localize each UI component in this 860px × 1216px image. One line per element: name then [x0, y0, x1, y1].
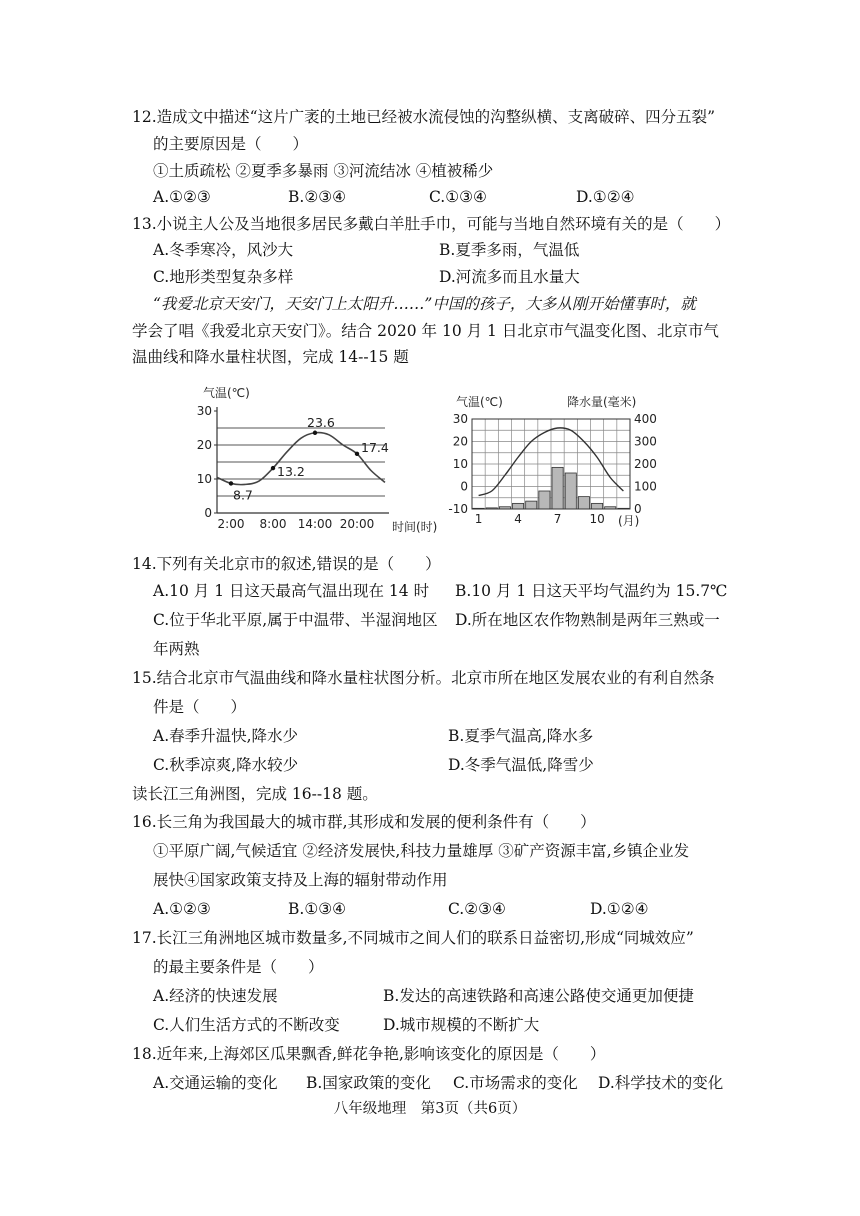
q15-option-c[interactable]: C.秋季凉爽,降水较少 [153, 756, 299, 774]
x-tick-label: 20:00 [339, 517, 375, 531]
q15-option-d[interactable]: D.冬季气温低,降雪少 [448, 756, 594, 774]
q16-option-c[interactable]: C.②③④ [448, 900, 506, 918]
q15-option-b[interactable]: B.夏季气温高,降水多 [448, 727, 594, 745]
q18-option-c[interactable]: C.市场需求的变化 [453, 1074, 578, 1092]
temperature-point [355, 452, 359, 456]
precipitation-bar [578, 497, 589, 509]
month-tick-label: 10 [589, 512, 605, 526]
y-tick-label: 20 [196, 438, 212, 452]
q12-items: ①土质疏松 ②夏季多暴雨 ③河流结冰 ④植被稀少 [153, 162, 494, 180]
q12-stem-line2: 的主要原因是（ ） [153, 135, 309, 153]
temperature-point-label: 13.2 [277, 464, 305, 480]
precipitation-bar [526, 501, 537, 509]
temperature-point [271, 466, 275, 470]
q16-option-a[interactable]: A.①②③ [153, 900, 211, 918]
q14-option-d-cont: 年两熟 [153, 640, 200, 658]
q15-stem-line2: 件是（ ） [153, 698, 247, 716]
beijing-daily-temperature-chart [195, 383, 440, 538]
precipitation-tick-label: 400 [634, 412, 657, 426]
q14-option-c[interactable]: C.位于华北平原,属于中温带、半湿润地区 [153, 611, 438, 629]
q17-option-b[interactable]: B.发达的高速铁路和高速公路使交通更加便捷 [383, 987, 694, 1005]
x-tick-label: 14:00 [297, 517, 333, 531]
y-tick-label: 10 [196, 472, 212, 486]
q13-option-b[interactable]: B.夏季多雨，气温低 [439, 241, 580, 259]
q17-option-c[interactable]: C.人们生活方式的不断改变 [153, 1016, 340, 1034]
chart1-ylabel: 气温(℃) [203, 386, 250, 400]
chart1-xlabel: 时间(时) [392, 520, 438, 534]
q15-stem-line1: 15.结合北京市气温曲线和降水量柱状图分析。北京市所在地区发展农业的有利自然条 [132, 669, 715, 687]
q12-option-a[interactable]: A.①②③ [153, 188, 211, 206]
temperature-tick-label: -10 [448, 502, 468, 516]
q18-option-a[interactable]: A.交通运输的变化 [153, 1074, 278, 1092]
beijing-climate-chart [442, 393, 682, 533]
q12-option-b[interactable]: B.②③④ [288, 188, 347, 206]
temperature-point [313, 431, 317, 435]
temperature-tick-label: 20 [452, 434, 468, 449]
temperature-point-label: 8.7 [233, 487, 253, 503]
chart2-xlabel: (月) [618, 514, 640, 528]
chart2-left-title: 气温(℃) [456, 395, 503, 409]
temperature-tick-label: 30 [452, 412, 468, 426]
q13-option-a[interactable]: A.冬季寒冷，风沙大 [153, 241, 294, 259]
q17-stem-line2: 的最主要条件是（ ） [153, 958, 324, 976]
passage-line2: 学会了唱《我爱北京天安门》。结合 2020 年 10 月 1 日北京市气温变化图、北京市气 [132, 322, 719, 340]
q15-option-a[interactable]: A.春季升温快,降水少 [153, 727, 299, 745]
q16-items-line1: ①平原广阔,气候适宜 ②经济发展快,科技力量雄厚 ③矿产资源丰富,乡镇企业发 [153, 842, 690, 860]
precipitation-tick-label: 200 [634, 457, 657, 471]
q13-stem: 13.小说主人公及当地很多居民多戴白羊肚手巾，可能与当地自然环境有关的是（ ） [132, 215, 731, 233]
q14-option-a[interactable]: A.10 月 1 日这天最高气温出现在 14 时 [153, 582, 430, 600]
q18-option-b[interactable]: B.国家政策的变化 [306, 1074, 431, 1092]
precipitation-bar [513, 503, 524, 509]
month-tick-label: 4 [514, 512, 522, 526]
q17-stem-line1: 17.长江三角洲地区城市数量多,不同城市之间人们的联系日益密切,形成“同城效应” [132, 929, 694, 947]
q18-stem: 18.近年来,上海郊区瓜果飘香,鲜花争艳,影响该变化的原因是（ ） [132, 1045, 606, 1063]
q12-option-d[interactable]: D.①②④ [576, 188, 635, 206]
q17-option-d[interactable]: D.城市规模的不断扩大 [383, 1016, 540, 1034]
temperature-point [229, 481, 233, 485]
q16-items-line2: 展快④国家政策支持及上海的辐射带动作用 [153, 871, 448, 889]
q14-option-b[interactable]: B.10 月 1 日这天平均气温约为 15.7℃ [455, 582, 728, 600]
passage-line1: “我爱北京天安门，天安门上太阳升……”中国的孩子，大多从刚开始懂事时，就 [153, 295, 696, 313]
page-footer: 八年级地理 第3页（共6页） [333, 1101, 527, 1117]
temperature-tick-label: 10 [452, 457, 468, 471]
temperature-tick-label: 0 [460, 479, 468, 494]
month-tick-label: 1 [474, 512, 483, 526]
precipitation-tick-label: 300 [634, 434, 657, 449]
y-tick-label: 0 [204, 506, 212, 520]
precipitation-bar [539, 491, 550, 509]
precipitation-bar [552, 467, 563, 509]
month-tick-label: 7 [553, 512, 562, 526]
x-tick-label: 2:00 [217, 517, 245, 531]
q13-option-c[interactable]: C.地形类型复杂多样 [153, 268, 294, 286]
q12-stem-line1: 12.造成文中描述“这片广袤的土地已经被水流侵蚀的沟整纵横、支离破碎、四分五裂” [132, 108, 716, 126]
q12-option-c[interactable]: C.①③④ [429, 188, 487, 206]
read-map-instruction: 读长江三角洲图，完成 16--18 题。 [132, 785, 378, 803]
q16-option-b[interactable]: B.①③④ [288, 900, 347, 918]
chart2-right-title: 降水量(毫米) [567, 395, 637, 409]
precipitation-tick-label: 100 [634, 479, 657, 494]
temperature-point-label: 23.6 [307, 414, 335, 430]
precipitation-tick-label: 0 [634, 502, 642, 516]
q16-option-d[interactable]: D.①②④ [590, 900, 649, 918]
passage-line3: 温曲线和降水量柱状图，完成 14--15 题 [132, 348, 409, 366]
q18-option-d[interactable]: D.科学技术的变化 [598, 1074, 724, 1092]
precipitation-bar [592, 503, 603, 509]
temperature-point-label: 17.4 [361, 439, 389, 455]
q14-option-d[interactable]: D.所在地区农作物熟制是两年三熟或一 [455, 611, 720, 629]
q13-option-d[interactable]: D.河流多而且水量大 [439, 268, 580, 286]
q16-stem: 16.长三角为我国最大的城市群,其形成和发展的便利条件有（ ） [132, 813, 596, 831]
q14-stem: 14.下列有关北京市的叙述,错误的是（ ） [132, 555, 441, 573]
precipitation-bar [565, 473, 576, 509]
y-tick-label: 30 [196, 404, 212, 418]
q17-option-a[interactable]: A.经济的快速发展 [153, 987, 278, 1005]
x-tick-label: 8:00 [259, 517, 287, 531]
